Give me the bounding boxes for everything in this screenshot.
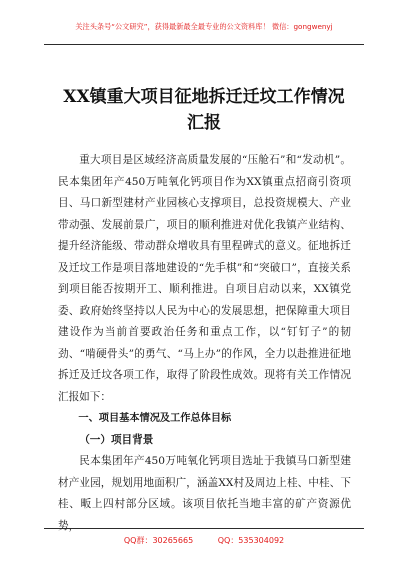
section-heading: 一、项目基本情况及工作总体目标 xyxy=(78,413,232,424)
footer-contact xyxy=(0,535,408,546)
header-divider xyxy=(44,44,364,45)
header-note: 关注头条号“公文研究”，获得最新最全最专业的公文资料库！ 微信：gongwenyj xyxy=(75,22,333,31)
footer-divider xyxy=(44,528,364,529)
footer-qq: QQ：535304092 xyxy=(217,536,285,545)
intro-paragraph: 重大项目是区域经济高质量发展的“压舱石”和“发动机”。民本集团年产450万吨氧化钙项目作为XX镇重点招商引资项目、马口新型建材产业园核心支撑项目，总投资规模大、产业带动强、发展前景广，项目的顺利推进对优化我镇产业结构、提升经济能级、带动群众增收具有里程碑式的意义。征地拆迁及迁坟工作是项目落地建设的“先手棋”和“突破口”，直接关系到项目能否按期开工、顺利推进。自项目启动以来，XX镇党委、政府始终坚持以人民为中心的发展思想，把保障重大项目建设作为当前首要政治任务和重点工作，以“钉钉子”的韧劲、“啃硬骨头”的勇气、“马上办”的作风，全力以赴推进征地拆迁及迁坟各项工作，取得了阶段性成效。现将有关工作情况汇报如下： xyxy=(58,154,351,403)
subsection-paragraph: 民本集团年产450万吨氧化钙项目选址于我镇马口新型建材产业园，规划用地面积广，涵盖XX村及周边上桂、中桂、下桂、畈上四村部分区域。该项目依托当地丰富的矿产资源优势， xyxy=(58,455,351,532)
document-body xyxy=(58,150,351,537)
document-title: XX镇重大项目征地拆迁迁坟工作情况汇报 xyxy=(63,87,345,133)
footer-qq-group: QQ群：30265665 xyxy=(123,536,194,545)
subsection-heading: （一）项目背景 xyxy=(79,433,154,446)
